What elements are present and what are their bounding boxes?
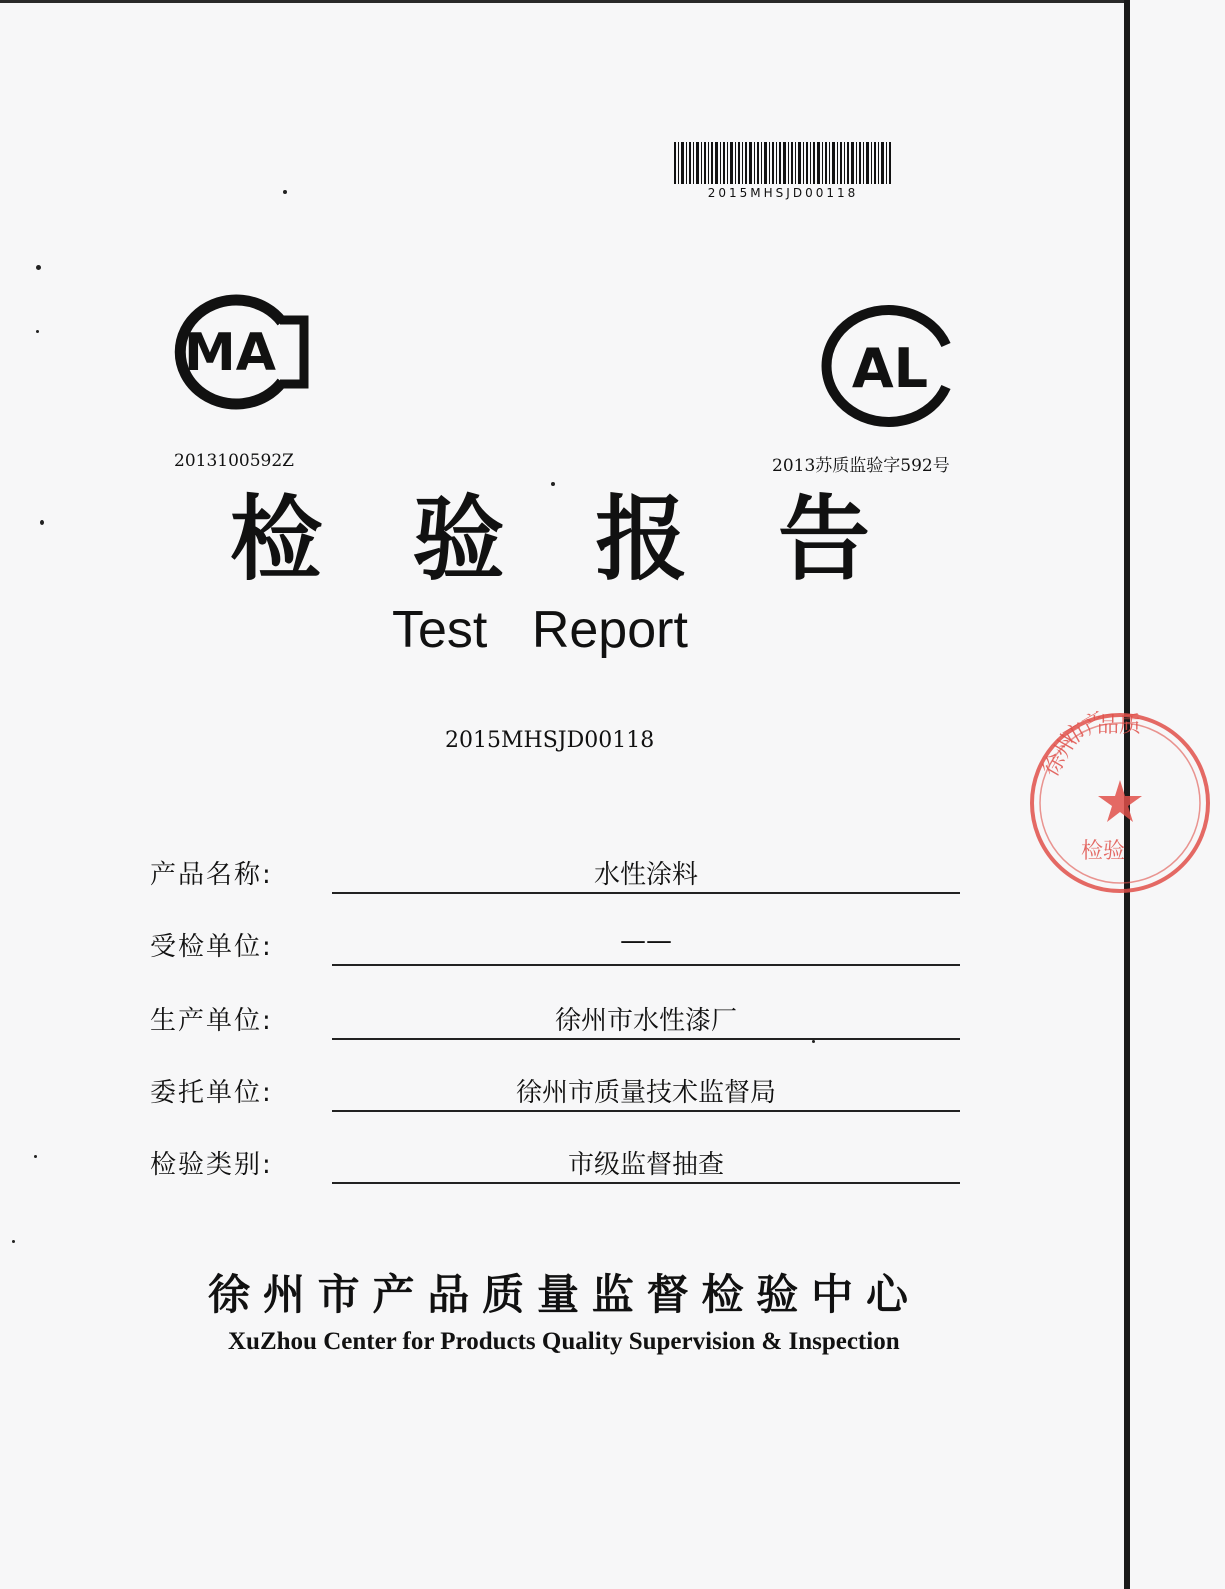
field-value: 徐州市水性漆厂	[554, 1006, 737, 1036]
scan-speck	[12, 1240, 15, 1243]
org-char: 质	[482, 1270, 525, 1319]
org-char: 市	[317, 1270, 360, 1319]
field-value: 水性涂料	[593, 860, 698, 890]
field-underline	[332, 1038, 960, 1040]
svg-text:检验: 检验	[1081, 839, 1126, 864]
field-label: 受检单位:	[150, 932, 273, 962]
field-inspection-type	[150, 1144, 960, 1184]
title-char: 检	[230, 485, 323, 593]
org-char: 心	[865, 1270, 908, 1319]
cma-logo	[160, 292, 310, 412]
cal-logo-letters: AL	[851, 337, 929, 400]
cma-logo-letters: MA	[184, 323, 276, 383]
org-char: 州	[262, 1270, 305, 1319]
svg-text:徐州: 徐州	[1038, 730, 1083, 781]
field-label: 产品名称:	[150, 860, 273, 890]
scan-speck	[36, 265, 41, 270]
cal-logo	[818, 305, 964, 425]
barcode	[674, 142, 892, 188]
barcode-number: 2015MHSJD00118	[707, 186, 859, 200]
cal-certificate-number: 2013苏质监验字592号	[772, 456, 950, 476]
field-commissioning-unit	[150, 1072, 960, 1112]
organization-name-chinese	[208, 1262, 908, 1322]
field-label: 委托单位:	[150, 1078, 273, 1108]
org-char: 品	[427, 1270, 470, 1319]
scan-speck	[36, 330, 39, 333]
field-manufacturer	[150, 1000, 960, 1040]
field-value: ——	[620, 926, 672, 956]
organization-name-english: XuZhou Center for Products Quality Supervision & Inspection	[228, 1328, 900, 1355]
field-product-name	[150, 854, 960, 894]
org-char: 督	[646, 1270, 689, 1319]
title-char: 告	[777, 485, 870, 593]
org-char: 监	[591, 1270, 634, 1319]
field-underline	[332, 1110, 960, 1112]
scan-speck	[40, 520, 44, 525]
svg-text:市产: 市产	[1059, 707, 1111, 752]
field-inspected-unit	[150, 926, 960, 966]
official-seal	[1025, 707, 1142, 908]
org-char: 徐	[208, 1270, 251, 1319]
scan-speck	[812, 1040, 815, 1043]
org-char: 产	[372, 1270, 415, 1319]
org-char: 量	[536, 1270, 579, 1319]
field-value: 市级监督抽查	[567, 1150, 724, 1180]
report-title-english: Test Report	[392, 601, 688, 659]
page-edge-top	[0, 0, 1130, 3]
field-label: 检验类别:	[150, 1150, 273, 1180]
field-value: 徐州市质量技术监督局	[515, 1078, 776, 1108]
scan-speck	[34, 1155, 37, 1158]
title-char: 报	[595, 485, 688, 593]
org-char: 中	[811, 1270, 854, 1319]
scan-speck	[551, 482, 555, 486]
scan-speck	[283, 190, 287, 194]
cma-certificate-number: 2013100592Z	[174, 451, 294, 471]
field-label: 生产单位:	[150, 1006, 273, 1036]
field-underline	[332, 1182, 960, 1184]
org-char: 检	[701, 1270, 744, 1319]
org-char: 验	[756, 1270, 799, 1319]
field-underline	[332, 964, 960, 966]
report-title-chinese	[230, 484, 870, 594]
field-underline	[332, 892, 960, 894]
title-char: 验	[412, 485, 505, 593]
report-number: 2015MHSJD00118	[445, 728, 655, 753]
svg-text:品质: 品质	[1097, 713, 1142, 738]
